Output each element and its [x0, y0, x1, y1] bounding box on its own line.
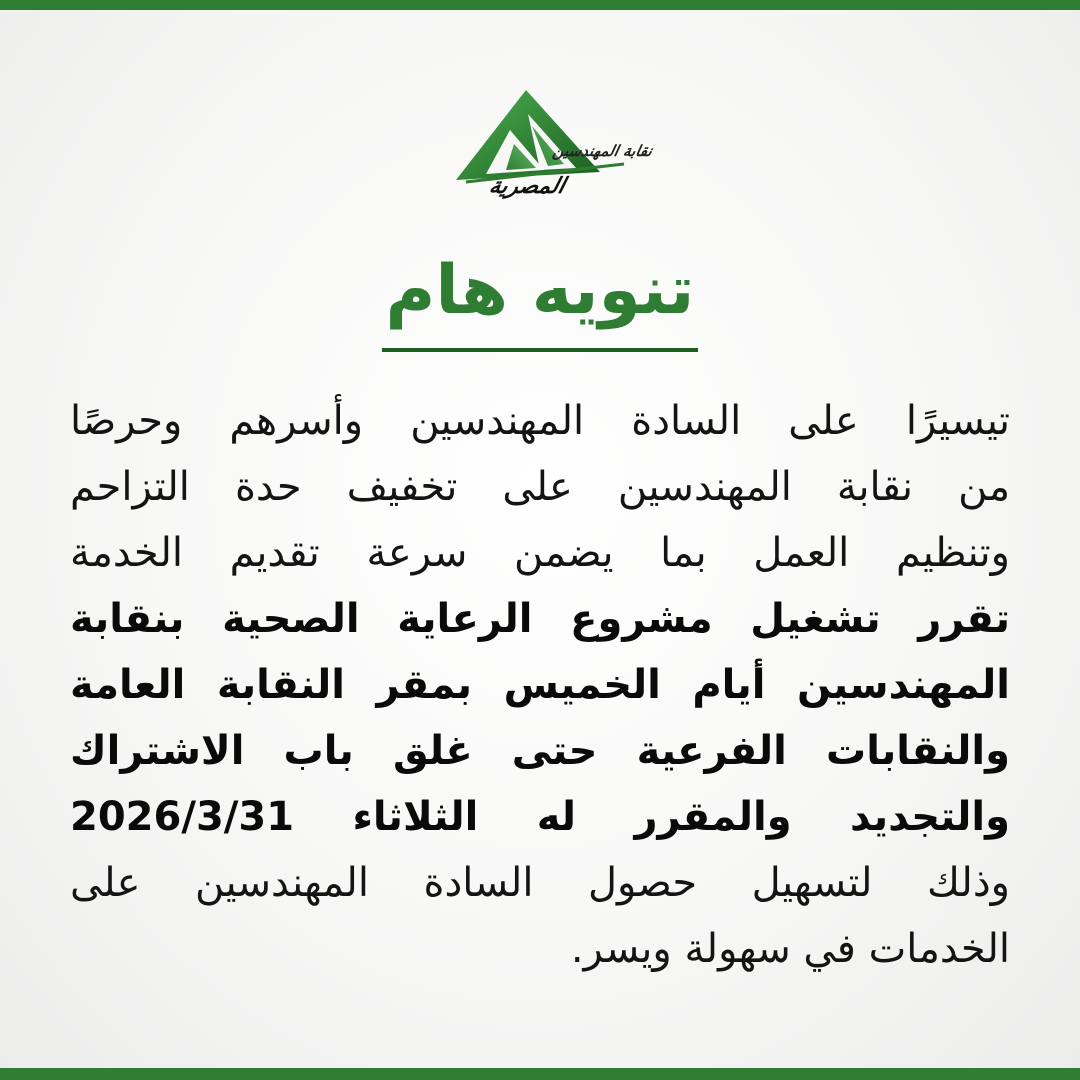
notice-line: وذلك لتسهيل حصول السادة المهندسين على [70, 860, 1010, 906]
syndicate-logo [448, 86, 652, 212]
notice-line: الخدمات في سهولة ويسر. [570, 926, 1010, 972]
title-underline [382, 348, 698, 352]
notice-line: المهندسين أيام الخميس بمقر النقابة العامة [70, 662, 1010, 708]
notice-title: تنويه هام [385, 251, 695, 330]
logo-text-line1: نقابة المهندسين [551, 142, 654, 160]
notice-line: والنقابات الفرعية حتى غلق باب الاشتراك [70, 728, 1010, 774]
notice-line: تقرر تشغيل مشروع الرعاية الصحية بنقابة [70, 596, 1010, 642]
logo-text-line2: المصرية [486, 174, 568, 199]
notice-line: من نقابة المهندسين على تخفيف حدة التزاحم [70, 464, 1010, 510]
bottom-border-bar [0, 1068, 1080, 1080]
notice-line: والتجديد والمقرر له الثلاثاء 2026/3/31 [70, 794, 1010, 840]
top-border-bar [0, 0, 1080, 10]
notice-line: وتنظيم العمل بما يضمن سرعة تقديم الخدمة [70, 530, 1010, 576]
notice-body [70, 388, 1010, 982]
notice-line: تيسيرًا على السادة المهندسين وأسرهم وحرصًا [70, 398, 1010, 444]
